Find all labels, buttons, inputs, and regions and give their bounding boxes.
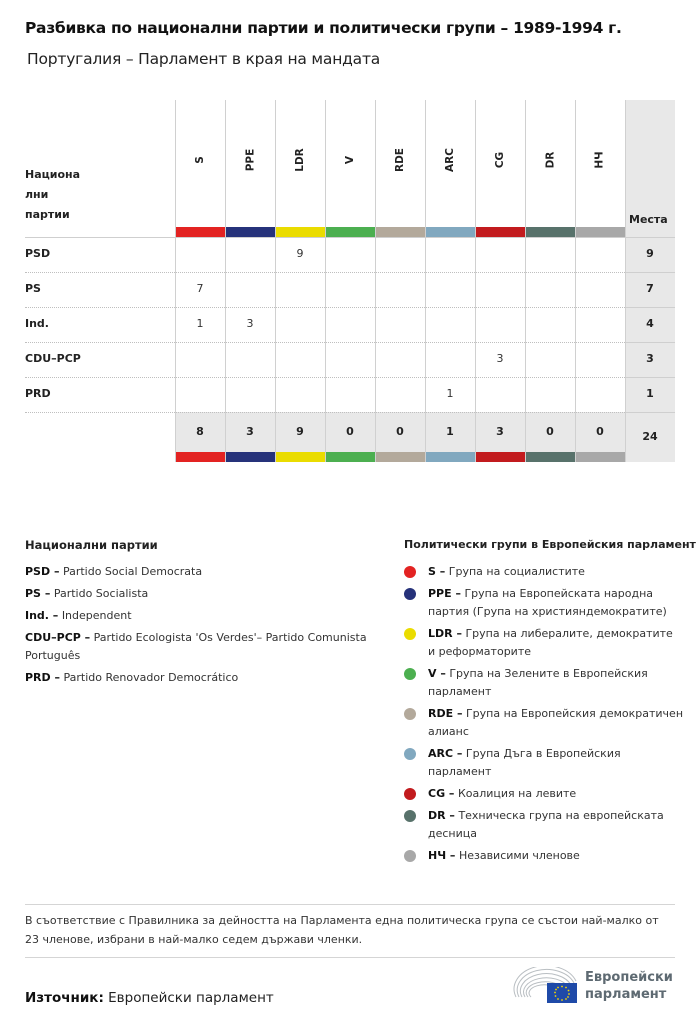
group-legend-item bbox=[428, 807, 693, 843]
group-color-bar bbox=[376, 227, 425, 237]
chart-subtitle: Португалия – Парламент в края на мандата bbox=[27, 50, 381, 68]
group-code: RDE – bbox=[428, 707, 463, 720]
divider bbox=[25, 957, 675, 958]
group-color-bar bbox=[276, 227, 325, 237]
group-total: 9 bbox=[296, 425, 304, 438]
group-total: 3 bbox=[496, 425, 504, 438]
table-cell: 1 bbox=[196, 317, 204, 330]
group-total: 0 bbox=[396, 425, 404, 438]
group-total: 0 bbox=[596, 425, 604, 438]
chart-title: Разбивка по национални партии и политически групи – 1989-1994 г. bbox=[25, 19, 622, 37]
group-header-label: LDR bbox=[294, 148, 306, 172]
group-code: PPE – bbox=[428, 587, 461, 600]
table-cell: 7 bbox=[196, 282, 204, 295]
row-seats-total: 9 bbox=[646, 247, 654, 260]
group-color-bar bbox=[326, 227, 375, 237]
group-color-dot-icon bbox=[404, 588, 416, 600]
table-cell: 3 bbox=[246, 317, 254, 330]
national-parties-legend-title: Национални партии bbox=[25, 538, 158, 552]
group-total: 3 bbox=[246, 425, 254, 438]
row-seats-total: 7 bbox=[646, 282, 654, 295]
group-color-bar bbox=[576, 227, 625, 237]
group-code: LDR – bbox=[428, 627, 462, 640]
hemicycle-flag-icon bbox=[513, 967, 583, 1007]
group-legend-item bbox=[428, 785, 693, 803]
group-name: Независими членове bbox=[458, 849, 580, 862]
group-name: Група на Европейския демократичен bbox=[465, 707, 684, 720]
party-name: Partido Social Democrata bbox=[62, 565, 203, 578]
party-code: PRD – bbox=[25, 671, 60, 684]
source-credit bbox=[25, 990, 274, 1006]
party-row-label: PSD bbox=[25, 247, 51, 260]
party-name-cont: Português bbox=[25, 649, 81, 662]
group-color-dot-icon bbox=[404, 708, 416, 720]
group-header-cg bbox=[475, 130, 525, 190]
group-header-rde bbox=[375, 130, 425, 190]
group-name-cont: парламент bbox=[428, 685, 492, 698]
group-code: НЧ – bbox=[428, 849, 456, 862]
political-groups-legend-title: Политически групи в Европейския парламент bbox=[404, 538, 696, 551]
seats-header: Места bbox=[629, 213, 668, 226]
footnote-line: 23 членове, избрани в най-малко седем държави членки. bbox=[25, 933, 363, 946]
group-header-label: V bbox=[343, 155, 356, 165]
group-total: 0 bbox=[546, 425, 554, 438]
row-divider bbox=[625, 377, 675, 378]
row-header-label bbox=[25, 165, 80, 225]
party-legend-item bbox=[25, 585, 385, 603]
group-code: V – bbox=[428, 667, 446, 680]
group-total: 8 bbox=[196, 425, 204, 438]
group-name-cont: алианс bbox=[428, 725, 469, 738]
seats-table bbox=[25, 100, 675, 465]
group-name-cont: партия (Група на християндемократите) bbox=[428, 605, 667, 618]
group-color-bar bbox=[426, 452, 475, 462]
group-color-dot-icon bbox=[404, 788, 416, 800]
group-header-label: CG bbox=[493, 151, 506, 169]
party-row-label: CDU–PCP bbox=[25, 352, 81, 365]
group-name: Група на социалистите bbox=[448, 565, 585, 578]
party-code: PS – bbox=[25, 587, 51, 600]
group-color-bar bbox=[476, 227, 525, 237]
group-code: S – bbox=[428, 565, 446, 578]
group-header-label: ARC bbox=[443, 148, 456, 172]
group-color-bar bbox=[426, 227, 475, 237]
source-label: Източник: bbox=[25, 990, 104, 1006]
logo-text bbox=[585, 969, 673, 1003]
grand-total: 24 bbox=[642, 430, 658, 443]
group-legend-item bbox=[428, 585, 693, 621]
group-name-cont: десница bbox=[428, 827, 477, 840]
row-divider bbox=[625, 272, 675, 273]
party-legend-item bbox=[25, 607, 385, 625]
seats-column-background bbox=[625, 100, 675, 462]
row-seats-total: 4 bbox=[646, 317, 654, 330]
party-row-label: PS bbox=[25, 282, 41, 295]
group-color-bar bbox=[326, 452, 375, 462]
row-header-line: Национа bbox=[25, 168, 81, 181]
group-color-bar bbox=[526, 227, 575, 237]
group-name: Група на Европейската народна bbox=[464, 587, 654, 600]
logo-text-line: Европейски bbox=[585, 970, 673, 985]
group-header-ppe bbox=[225, 130, 275, 190]
group-color-bar bbox=[276, 452, 325, 462]
row-divider bbox=[625, 342, 675, 343]
group-total: 1 bbox=[446, 425, 454, 438]
group-header-нч bbox=[575, 130, 625, 190]
group-header-label: НЧ bbox=[594, 151, 606, 169]
party-name: Partido Ecologista 'Os Verdes'– Partido Comunista bbox=[93, 631, 367, 644]
group-header-s bbox=[175, 130, 225, 190]
group-color-bar bbox=[176, 227, 225, 237]
group-name: Група Дъга в Европейския bbox=[465, 747, 621, 760]
group-header-ldr bbox=[275, 130, 325, 190]
group-name-cont: и реформаторите bbox=[428, 645, 531, 658]
party-row-label: Ind. bbox=[25, 317, 49, 330]
row-header-line: лни bbox=[25, 188, 49, 201]
group-color-bar bbox=[376, 452, 425, 462]
table-cell: 3 bbox=[496, 352, 504, 365]
group-header-dr bbox=[525, 130, 575, 190]
group-name: Коалиция на левите bbox=[457, 787, 577, 800]
group-code: ARC – bbox=[428, 747, 463, 760]
row-divider bbox=[25, 377, 625, 378]
group-legend-item bbox=[428, 745, 693, 781]
group-header-label: PPE bbox=[243, 148, 256, 172]
group-header-v bbox=[325, 130, 375, 190]
row-divider bbox=[625, 307, 675, 308]
party-name: Partido Renovador Democrático bbox=[63, 671, 239, 684]
row-divider bbox=[25, 342, 625, 343]
group-color-bar bbox=[476, 452, 525, 462]
row-divider bbox=[25, 412, 625, 413]
logo-text-line: парламент bbox=[585, 987, 667, 1002]
group-legend-item bbox=[428, 705, 693, 741]
group-color-dot-icon bbox=[404, 628, 416, 640]
party-legend-item bbox=[25, 629, 385, 665]
group-color-dot-icon bbox=[404, 566, 416, 578]
group-code: DR – bbox=[428, 809, 455, 822]
group-name: Техническа група на европейската bbox=[458, 809, 664, 822]
footnote bbox=[25, 911, 675, 949]
footnote-line: В съответствие с Правилника за дейността на Парламента една политическа група се състои най-малко от bbox=[25, 914, 659, 927]
group-legend-item bbox=[428, 847, 693, 865]
group-legend-item bbox=[428, 563, 693, 581]
party-legend-item bbox=[25, 669, 385, 687]
group-color-dot-icon bbox=[404, 668, 416, 680]
group-color-bar bbox=[526, 452, 575, 462]
party-legend-item bbox=[25, 563, 385, 581]
party-row-label: PRD bbox=[25, 387, 51, 400]
group-total: 0 bbox=[346, 425, 354, 438]
group-header-label: S bbox=[194, 156, 206, 164]
group-color-bar bbox=[226, 452, 275, 462]
party-code: CDU–PCP – bbox=[25, 631, 91, 644]
header-divider bbox=[25, 237, 675, 238]
party-code: Ind. – bbox=[25, 609, 59, 622]
party-name: Partido Socialista bbox=[53, 587, 149, 600]
group-code: CG – bbox=[428, 787, 455, 800]
european-parliament-logo bbox=[513, 967, 678, 1007]
column-divider bbox=[625, 100, 626, 462]
group-name-cont: парламент bbox=[428, 765, 492, 778]
row-seats-total: 1 bbox=[646, 387, 654, 400]
source-value: Европейски парламент bbox=[103, 990, 274, 1006]
party-name: Independent bbox=[61, 609, 132, 622]
group-legend-item bbox=[428, 625, 693, 661]
party-code: PSD – bbox=[25, 565, 60, 578]
group-color-bar bbox=[226, 227, 275, 237]
divider bbox=[25, 904, 675, 905]
group-header-label: DR bbox=[544, 151, 556, 169]
row-seats-total: 3 bbox=[646, 352, 654, 365]
group-color-dot-icon bbox=[404, 810, 416, 822]
group-name: Група на Зелените в Европейския bbox=[449, 667, 648, 680]
row-divider bbox=[25, 272, 625, 273]
group-color-bar bbox=[176, 452, 225, 462]
group-color-dot-icon bbox=[404, 850, 416, 862]
row-divider bbox=[25, 307, 625, 308]
group-color-dot-icon bbox=[404, 748, 416, 760]
group-color-bar bbox=[576, 452, 625, 462]
group-header-arc bbox=[425, 130, 475, 190]
group-header-label: RDE bbox=[393, 148, 406, 172]
row-divider bbox=[625, 412, 675, 413]
row-header-line: партии bbox=[25, 208, 70, 221]
table-cell: 9 bbox=[296, 247, 304, 260]
group-legend-item bbox=[428, 665, 693, 701]
group-name: Група на либералите, демократите bbox=[465, 627, 673, 640]
table-cell: 1 bbox=[446, 387, 454, 400]
